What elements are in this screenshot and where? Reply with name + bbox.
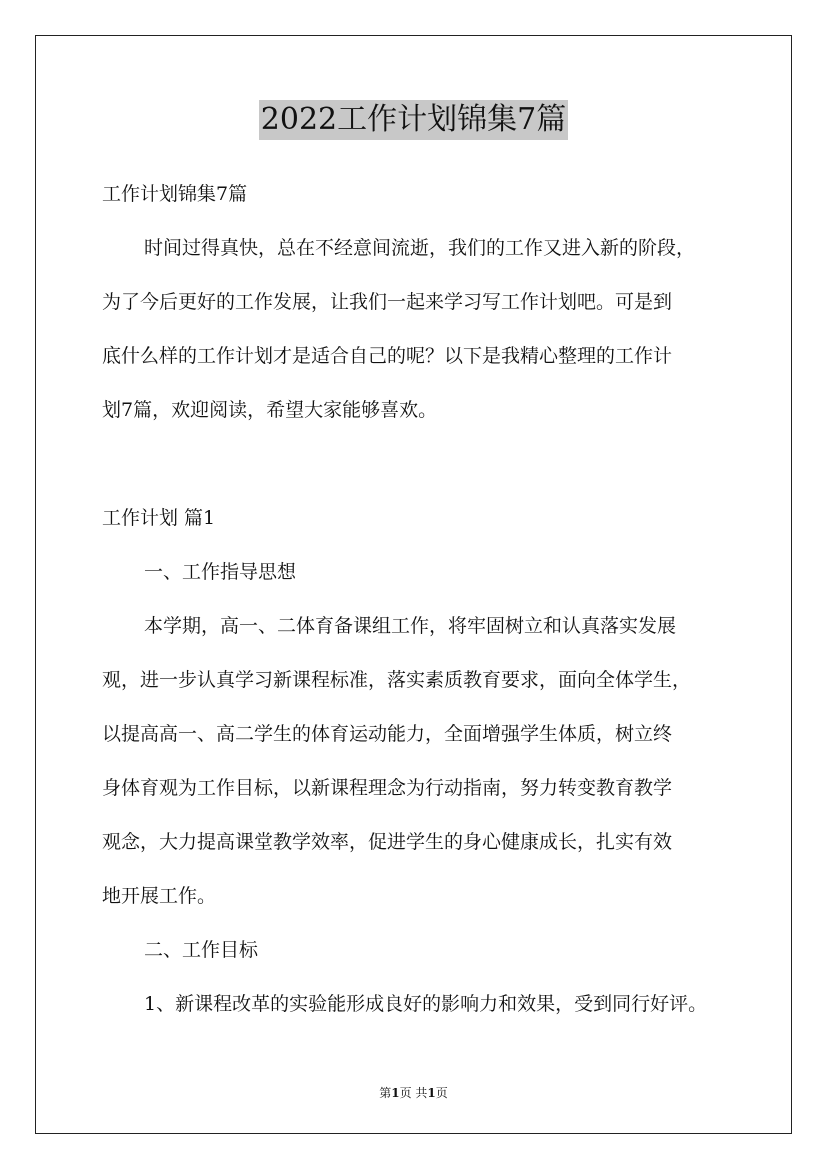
paragraph-line-3: 以提高高一、高二学生的体育运动能力，全面增强学生体质，树立终: [102, 723, 673, 745]
intro-line-2: 为了今后更好的工作发展，让我们一起来学习写工作计划吧。可是到: [102, 291, 673, 313]
footer-page-prefix: 第: [379, 1086, 392, 1100]
footer-page-suffix: 页: [435, 1086, 448, 1100]
intro-line-3: 底什么样的工作计划才是适合自己的呢？以下是我精心整理的工作计: [102, 345, 673, 367]
footer-page-mid: 页 共: [399, 1086, 428, 1100]
paragraph-line-2: 观，进一步认真学习新课程标准，落实素质教育要求，面向全体学生，: [102, 669, 692, 691]
paragraph-line-6: 地开展工作。: [102, 885, 217, 907]
paragraph-line-4: 身体育观为工作目标，以新课程理念为行动指南，努力转变教育教学: [102, 777, 673, 799]
paragraph-line-1: 本学期，高一、二体育备课组工作，将牢固树立和认真落实发展: [144, 615, 677, 637]
document-title: 2022工作计划锦集7篇: [259, 100, 568, 140]
document-subtitle: 工作计划锦集7篇: [102, 183, 248, 205]
footer-page-current: 1: [391, 1086, 400, 1100]
heading-work-goals: 二、工作目标: [144, 939, 259, 961]
heading-guiding-ideology: 一、工作指导思想: [144, 561, 297, 583]
page-footer: [0, 1084, 827, 1101]
intro-line-1: 时间过得真快，总在不经意间流逝，我们的工作又进入新的阶段，: [144, 237, 696, 259]
section-heading: 工作计划 篇1: [102, 507, 216, 529]
paragraph-line-5: 观念，大力提高课堂教学效率，促进学生的身心健康成长，扎实有效: [102, 831, 673, 853]
title-container: [0, 100, 827, 140]
intro-line-4: 划7篇，欢迎阅读，希望大家能够喜欢。: [102, 399, 438, 421]
footer-page-total: 1: [427, 1086, 436, 1100]
goal-item-1: 1、新课程改革的实验能形成良好的影响力和效果，受到同行好评。: [144, 993, 708, 1015]
